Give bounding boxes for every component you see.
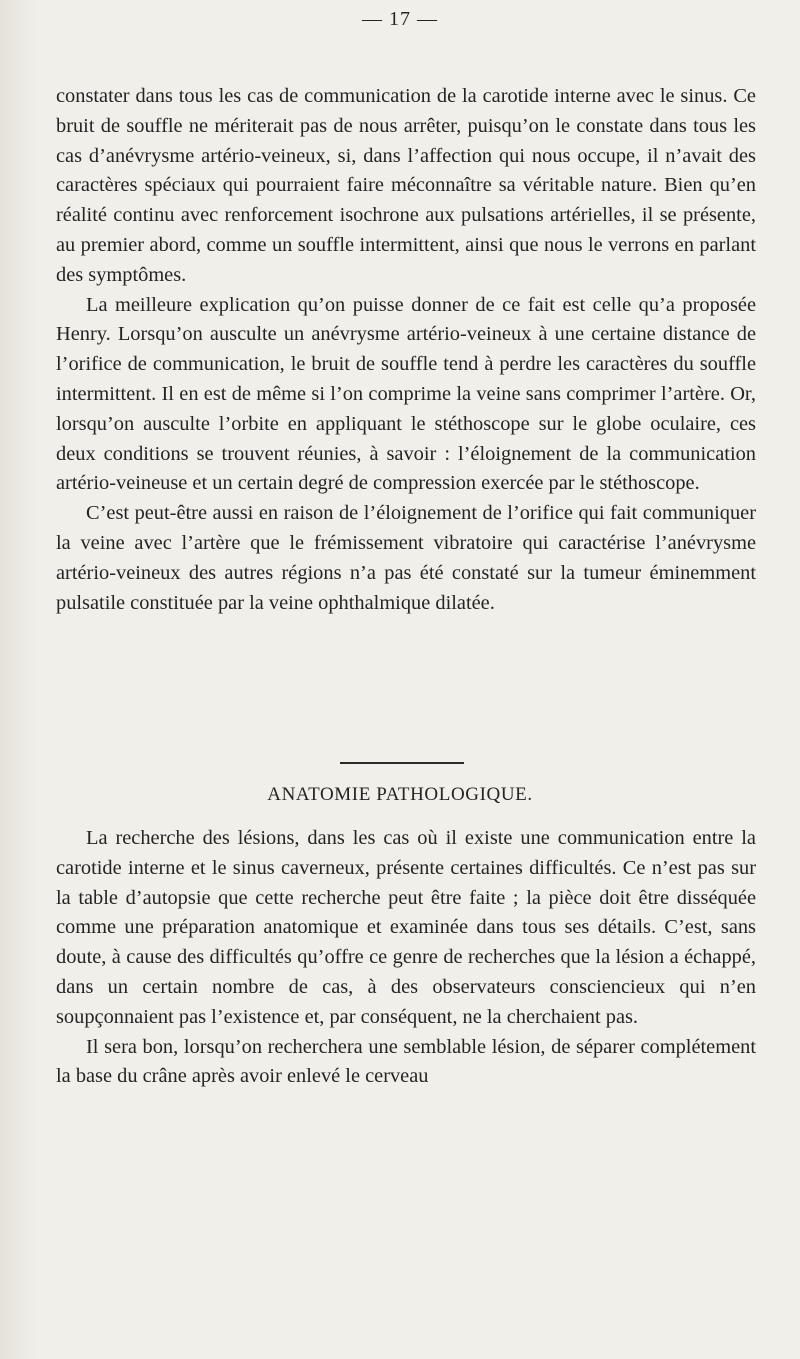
body-text-bottom [56,824,756,1092]
page-number: — 17 — [362,8,438,30]
section-title: ANATOMIE PATHOLOGIQUE. [267,784,533,805]
body-text-top [56,82,756,618]
paragraph: Il sera bon, lorsqu’on recherchera une semblable lésion, de séparer complétement la base du crâne après avoir enlevé le cerveau [56,1035,756,1088]
paragraph: constater dans tous les cas de communication de la carotide interne avec le sinus. Ce bruit de souffle ne mériterait pas de nous arrêter, puisqu’on le constate dans tous les cas d’anévrysme artério-veineux, si, dans l’affection qui nous occupe, il n’avait des caractères spéciaux qui pourraient faire méconnaître sa véritable nature. Bien qu’en réalité continu avec renforcement isochrone aux pulsations artérielles, il se présente, au premier abord, comme un souffle intermittent, ainsi que nous le verrons en parlant des symptômes. [56,85,756,286]
binding-shadow [0,0,44,1359]
section-divider [340,762,464,764]
paragraph: La recherche des lésions, dans les cas où il existe une communication entre la carotide interne et le sinus caverneux, présente certaines difficultés. Ce n’est pas sur la table d’autopsie que cette recherche peut être faite ; la pièce doit être disséquée comme une préparation anatomique et examinée dans tous ses détails. C’est, sans doute, à cause des difficultés qu’offre ce genre de recherches que la lésion a échappé, dans un certain nombre de cas, à des observateurs consciencieux qui n’en soupçonnaient pas l’existence et, par conséquent, ne la cherchaient pas. [56,827,756,1028]
paragraph: C’est peut-être aussi en raison de l’éloignement de l’orifice qui fait communiquer la veine avec l’artère que le frémissement vibratoire qui caractérise l’anévrysme artério-veineux des autres régions n’a pas été constaté sur la tumeur éminemment pulsatile constituée par la veine ophthalmique dilatée. [56,502,756,614]
paragraph: La meilleure explication qu’on puisse donner de ce fait est celle qu’a proposée Henry. Lorsqu’on ausculte un anévrysme artério-veineux à une certaine distance de l’orifice de communication, le bruit de souffle tend à perdre les caractères du souffle intermittent. Il en est de même si l’on comprime la veine sans comprimer l’artère. Or, lorsqu’on ausculte l’orbite en appliquant le stéthoscope sur le globe oculaire, ces deux conditions se trouvent réunies, à savoir : l’éloignement de la communication artério-veineuse et un certain degré de compression exercée par le stéthoscope. [56,293,756,495]
